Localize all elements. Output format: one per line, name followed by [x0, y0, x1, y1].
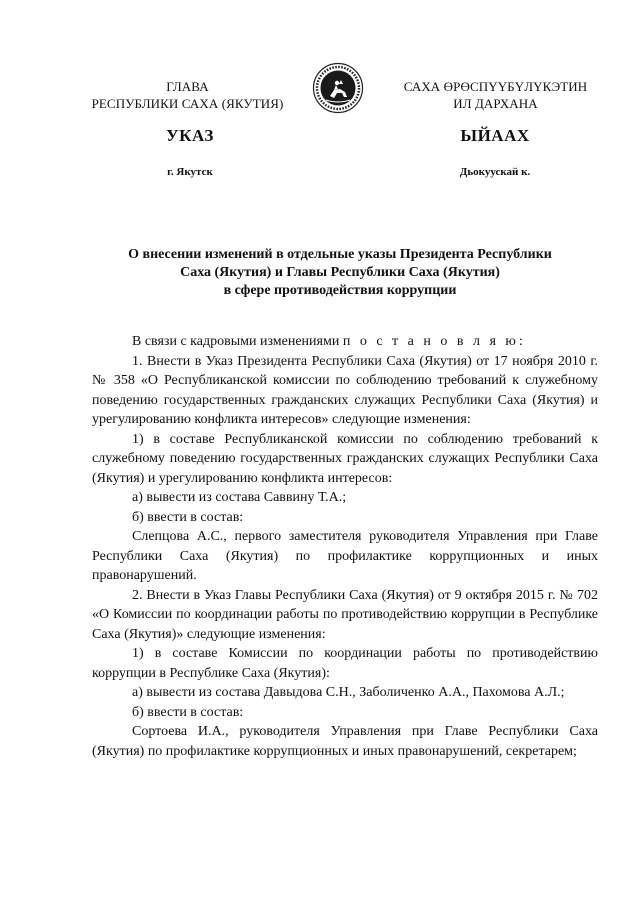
doc-type-russian: УКАЗ	[166, 126, 214, 145]
doc-type-yakut: ЫЙААХ	[460, 126, 530, 145]
intro-decree-word: п о с т а н о в л я ю:	[342, 334, 526, 349]
decree-title-line1: О внесении изменений в отдельные указы Президента Республики	[128, 247, 552, 262]
issuer-left-line1: ГЛАВА	[166, 79, 209, 94]
paragraph-add-2: б) ввести в состав:	[132, 704, 244, 720]
city-yakut: Дьокуускай к.	[459, 166, 531, 178]
paragraph-subitem-2-1: 1) в составе Комиссии по координации работы по противодействию коррупции в Республике Саха (Якутия):	[92, 646, 598, 681]
intro-paragraph	[92, 332, 598, 352]
paragraph-remove-2: а) вывести из состава Давыдова С.Н., Заболиченко А.А., Пахомова А.Л.;	[132, 685, 565, 700]
intro-text: В связи с кадровыми изменениями	[132, 334, 343, 349]
issuer-right	[388, 78, 603, 112]
issuer-right-line2: ИЛ ДАРХАНА	[453, 96, 538, 111]
paragraph-person-2: Сортоева И.А., руководителя Управления при Главе Республики Саха (Якутия) по профилактике коррупционных и иных правонарушений, секретарем;	[92, 724, 598, 759]
issuer-left	[80, 78, 295, 112]
paragraph-remove-1: а) вывести из состава Саввину Т.А.;	[132, 490, 347, 505]
city-russian: г. Якутск	[167, 166, 213, 178]
issuer-right-line1: САХА ӨРӨСПҮҮБҮЛҮКЭТИН	[403, 79, 588, 94]
issuer-left-line2: РЕСПУБЛИКИ САХА (ЯКУТИЯ)	[91, 96, 284, 111]
paragraph-subitem-1-1: 1) в составе Республиканской комиссии по соблюдению требований к служебному поведению государственных гражданских служащих Республики Саха (Якутия) и урегулированию конфликта интересов:	[92, 431, 598, 486]
paragraph-add-1: б) ввести в состав:	[132, 509, 244, 525]
coat-of-arms-icon	[312, 62, 364, 114]
paragraph-person-1: Слепцова А.С., первого заместителя руководителя Управления при Главе Республики Саха (Якутия) по профилактике коррупционных и иных правонарушений.	[92, 529, 598, 583]
decree-title	[80, 246, 600, 300]
paragraph-item-1: 1. Внести в Указ Президента Республики Саха (Якутия) от 17 ноября 2010 г. № 358 «О Республиканской комиссии по соблюдению требований к служебному поведению государственных гражданских служащих Республики Саха (Якутия) и урегулированию конфликта интересов» следующие изменения:	[92, 353, 598, 427]
decree-title-line3: в сфере противодействия коррупции	[223, 283, 457, 298]
paragraph-item-2: 2. Внести в Указ Главы Республики Саха (Якутия) от 9 октября 2015 г. № 702 «О Комиссии по координации работы по противодействию коррупции в Республике Саха (Якутия)» следующие изменения:	[92, 587, 598, 642]
decree-body	[92, 332, 598, 761]
decree-title-line2: Саха (Якутия) и Главы Республики Саха (Якутия)	[180, 265, 500, 280]
